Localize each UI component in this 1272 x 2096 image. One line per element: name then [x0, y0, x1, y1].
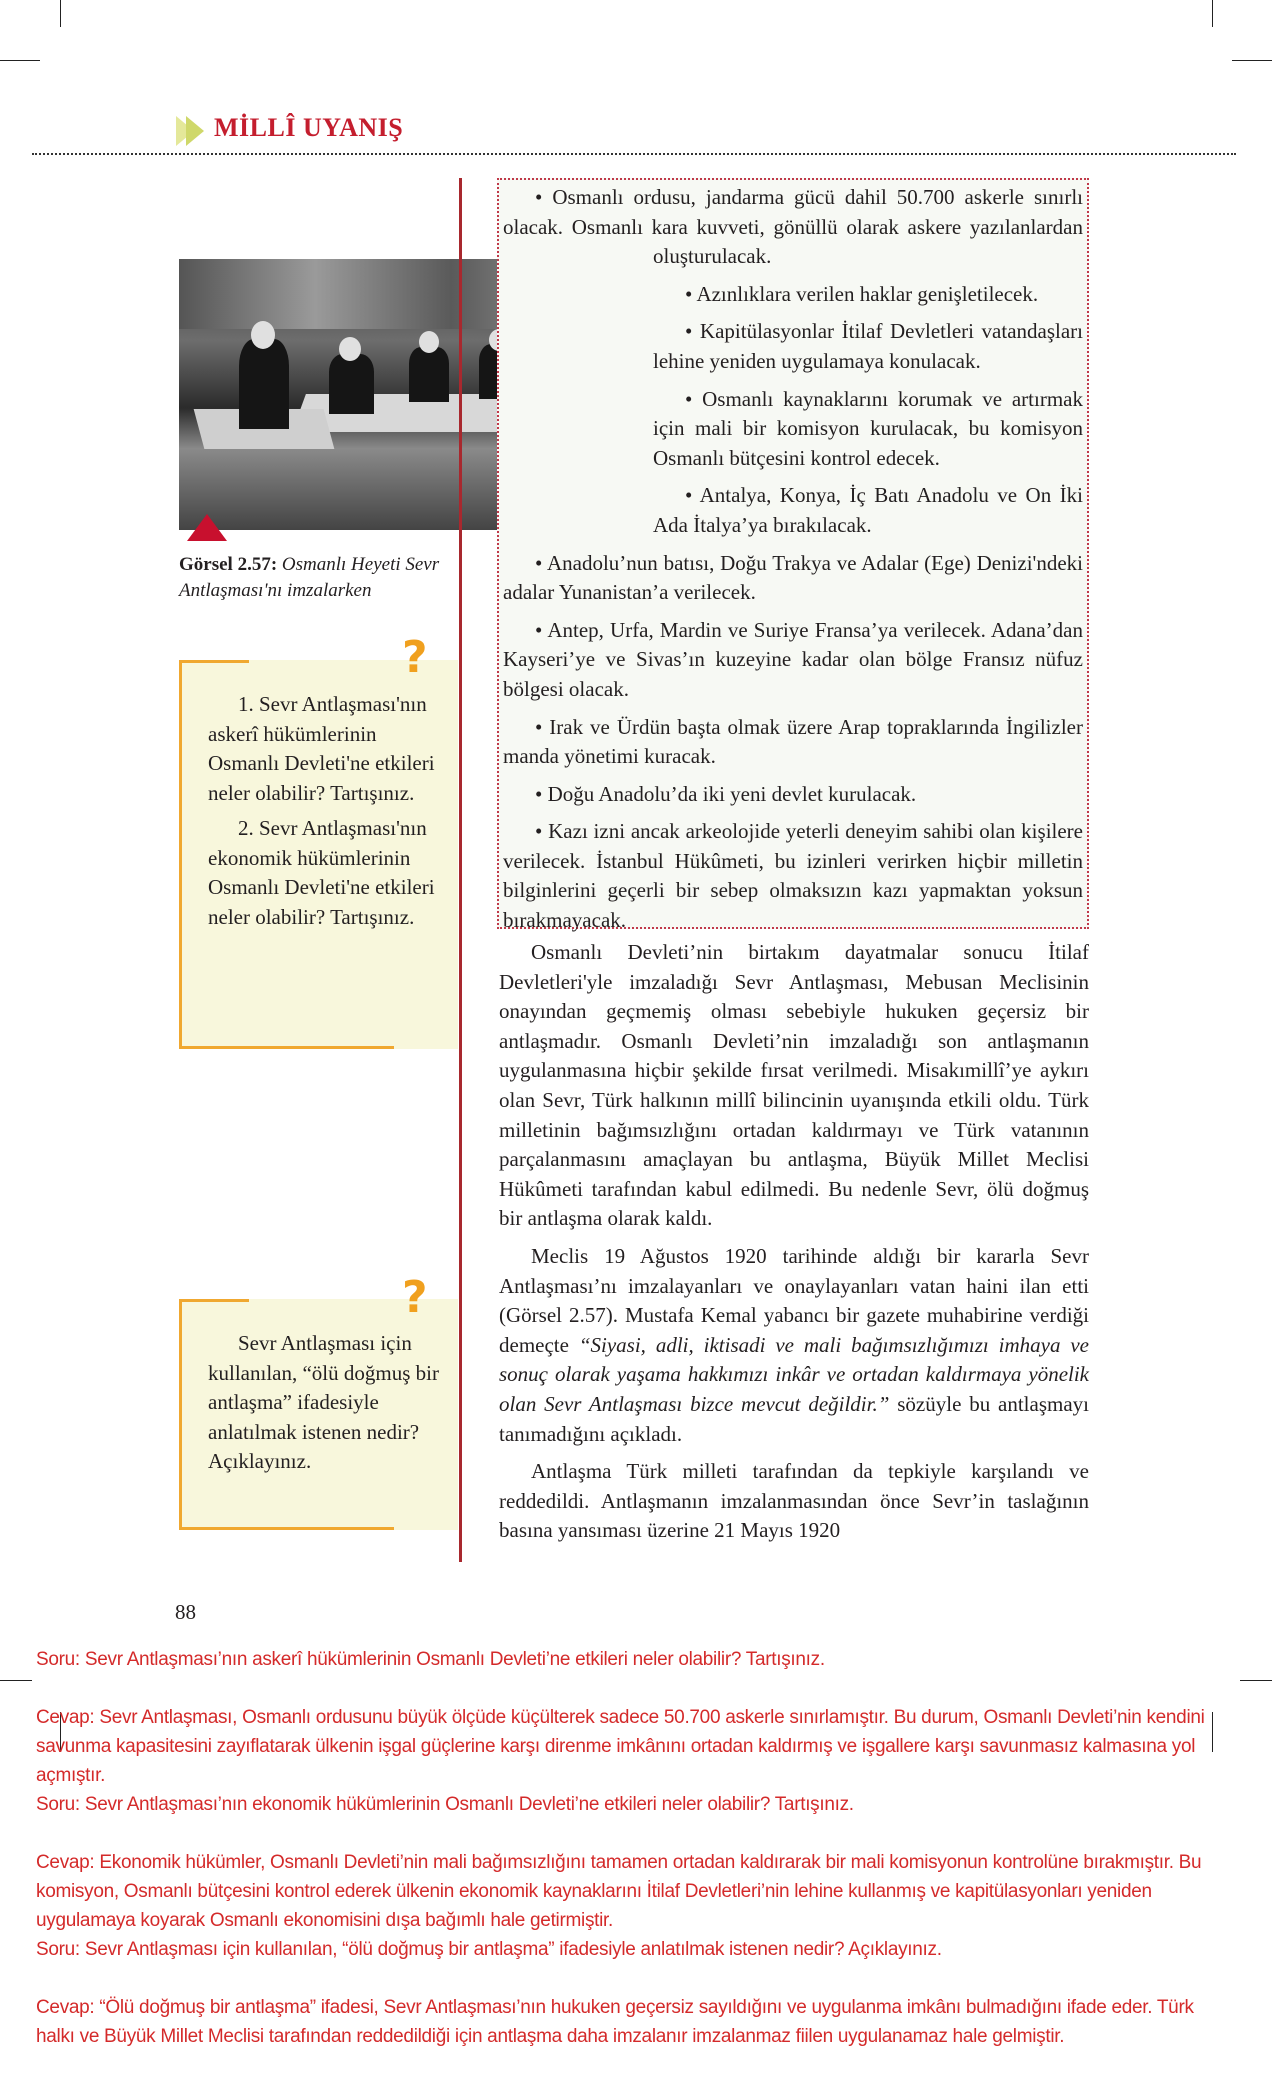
- treaty-term: • Osmanlı kaynaklarını korumak ve artırmak için mali bir komisyon kurulacak, bu komisyon Osmanlı bütçesini kontrol edecek.: [653, 386, 1083, 470]
- crop-mark: [1212, 0, 1213, 27]
- treaty-term: • Azınlıklara verilen haklar genişletilecek.: [685, 281, 1039, 306]
- figure-label: Görsel 2.57:: [179, 554, 278, 575]
- treaty-term: • Kazı izni ancak arkeolojide yeterli deneyim sahibi olan kişilere verilecek. İstanbul Hükûmeti, bu izinleri verirken hiçbir milletin bilginlerini geçerli bir sebep olmaksızın kazı yapmaktan yoksun bırakmayacak.: [503, 819, 1083, 933]
- treaty-term: • Antalya, Konya, İç Batı Anadolu ve On İki Ada İtalya’ya bırakılacak.: [653, 483, 1083, 537]
- answer-question: Soru: Sevr Antlaşması’nın askerî hükümlerinin Osmanlı Devleti’ne etkileri neler olabilir? Tartışınız.: [36, 1649, 825, 1670]
- treaty-term: • Antep, Urfa, Mardin ve Suriye Fransa’ya verilecek. Adana’dan Kayseri’ye ve Sivas’ın kuzeyine kadar olan bölge Fransız nüfuz bölgesi olacak.: [503, 617, 1083, 701]
- play-arrow-icon: [176, 116, 210, 146]
- answers-section: [36, 1645, 1236, 2051]
- question-box-1: [179, 660, 458, 1049]
- crop-mark: [0, 60, 40, 61]
- figure-caption-text: Osmanlı Heyeti Sevr Antlaşması'nı imzalarken: [179, 554, 440, 601]
- answer-question: Soru: Sevr Antlaşması için kullanılan, “ölü doğmuş bir antlaşma” ifadesiyle anlatılmak istenen nedir? Açıklayınız.: [36, 1939, 942, 1960]
- column-divider: [459, 178, 462, 1562]
- figure-caption: [179, 552, 459, 604]
- question-text: 1. Sevr Antlaşması'nın askerî hükümlerinin Osmanlı Devleti'ne etkileri neler olabilir? Tartışınız.: [208, 692, 435, 805]
- treaty-term: • Anadolu’nun batısı, Doğu Trakya ve Adalar (Ege) Denizi'ndeki adalar Yunanistan’a verilecek.: [503, 550, 1083, 605]
- crop-mark: [1232, 60, 1272, 61]
- paragraph: [499, 1242, 1089, 1449]
- question-text: Sevr Antlaşması için kullanılan, “ölü doğmuş bir antlaşma” ifadesiyle anlatılmak istenen nedir? Açıklayınız.: [208, 1331, 439, 1473]
- answer-text: Cevap: Sevr Antlaşması, Osmanlı ordusunu büyük ölçüde küçülterek sadece 50.700 askerle sınırlamıştır. Bu durum, Osmanlı Devleti’nin kendini savunma kapasitesini zayıflatarak ülkenin işgal güçlerine karşı direnme imkânını ortadan kaldırmış ve işgallere karşı savunmasız kalmasına yol açmıştır.: [36, 1707, 1205, 1786]
- crop-mark: [0, 1680, 32, 1681]
- page-number: 88: [175, 1600, 196, 1624]
- photo-marker-triangle-icon: [187, 514, 227, 541]
- quote: “Siyasi, adli, iktisadi ve mali bağımsızlığımızı imhaya ve sonuç olarak yaşama hakkımızı inkâr ve ortadan kaldırmaya yönelik olan Sevr Antlaşması bizce mevcut değildir.”: [499, 1332, 1089, 1416]
- answer-text: Cevap: “Ölü doğmuş bir antlaşma” ifadesi, Sevr Antlaşması’nın hukuken geçersiz sayıldığını ve uygulanma imkânı bulmadığını ifade eder. Türk halkı ve Büyük Millet Meclisi tarafından reddedildiği için antlaşma daha imzalanır imzalanmaz fiilen uygulanamaz hale gelmiştir.: [36, 1997, 1194, 2047]
- crop-mark: [60, 0, 61, 27]
- crop-mark: [1240, 1680, 1272, 1681]
- header-divider: [32, 153, 1236, 155]
- question-mark-icon: ?: [402, 632, 428, 683]
- treaty-term: • Doğu Anadolu’da iki yeni devlet kurulacak.: [535, 781, 917, 806]
- question-text: 2. Sevr Antlaşması'nın ekonomik hükümlerinin Osmanlı Devleti'ne etkileri neler olabilir? Tartışınız.: [208, 816, 435, 929]
- treaty-term: • Kapitülasyonlar İtilaf Devletleri vatandaşları lehine yeniden uygulamaya konulacak.: [653, 319, 1083, 373]
- treaty-term: • Irak ve Ürdün başta olmak üzere Arap topraklarında İngilizler manda yönetimi kuracak.: [503, 714, 1083, 769]
- main-text: [499, 938, 1089, 1554]
- question-mark-icon: ?: [402, 1272, 428, 1323]
- treaty-terms-box: [497, 178, 1089, 933]
- answer-question: Soru: Sevr Antlaşması’nın ekonomik hükümlerinin Osmanlı Devleti’ne etkileri neler olabilir? Tartışınız.: [36, 1794, 854, 1815]
- answer-text: Cevap: Ekonomik hükümler, Osmanlı Devleti’nin mali bağımsızlığını tamamen ortadan kaldırarak bir mali komisyonun kontrolüne bırakmıştır. Bu komisyon, Osmanlı bütçesini kontrol ederek ülkenin ekonomik kaynaklarını İtilaf Devletleri’nin lehine kullanmış ve kapitülasyonları yeniden uygulamaya koyarak Osmanlı ekonomisini dışa bağımlı hale getirmiştir.: [36, 1852, 1202, 1931]
- question-box-2: [179, 1299, 458, 1530]
- paragraph: Antlaşma Türk milleti tarafından da tepkiyle karşılandı ve reddedildi. Antlaşmanın imzalanmasından önce Sevr’in taslağının basına yansıması üzerine 21 Mayıs 1920: [499, 1459, 1089, 1543]
- paragraph: Osmanlı Devleti’nin birtakım dayatmalar sonucu İtilaf Devletleri'yle imzaladığı Sevr Antlaşması, Mebusan Meclisinin onayından geçmemiş olması sebebiyle hukuken geçersiz bir antlaşmadır. Osmanlı Devleti’nin imzaladığı son antlaşmanın uygulanmasına hiçbir şekilde fırsat verilmedi. Misakımillî’ye aykırı olan Sevr, Türk halkının millî bilincinin uyanışında etkili oldu. Türk milletinin bağımsızlığını ortadan kaldırmayı ve Türk vatanının parçalanmasını amaçlayan bu antlaşma, Büyük Millet Meclisi Hükûmeti tarafından kabul edilmedi. Bu nedenle Sevr, ölü doğmuş bir antlaşma olarak kaldı.: [499, 940, 1089, 1231]
- treaty-term: • Osmanlı ordusu, jandarma gücü dahil 50.700 askerle sınırlı olacak. Osmanlı kara kuvveti, gönüllü olarak askere yazılanlardan oluşturulacak.: [503, 185, 1083, 269]
- paragraph-text: Meclis 19 Ağustos 1920 tarihinde aldığı bir kararla Sevr Antlaşması’nı imzalayanları ve onaylayanları vatan haini ilan etti (Görsel 2.57). Mustafa Kemal yabancı bir gazete muhabirine verdiği demeçte: [499, 1243, 1089, 1357]
- paragraph-text: sözüyle bu antlaşmayı tanımadığını açıkladı.: [499, 1391, 1089, 1446]
- chapter-title: MİLLÎ UYANIŞ: [214, 113, 404, 142]
